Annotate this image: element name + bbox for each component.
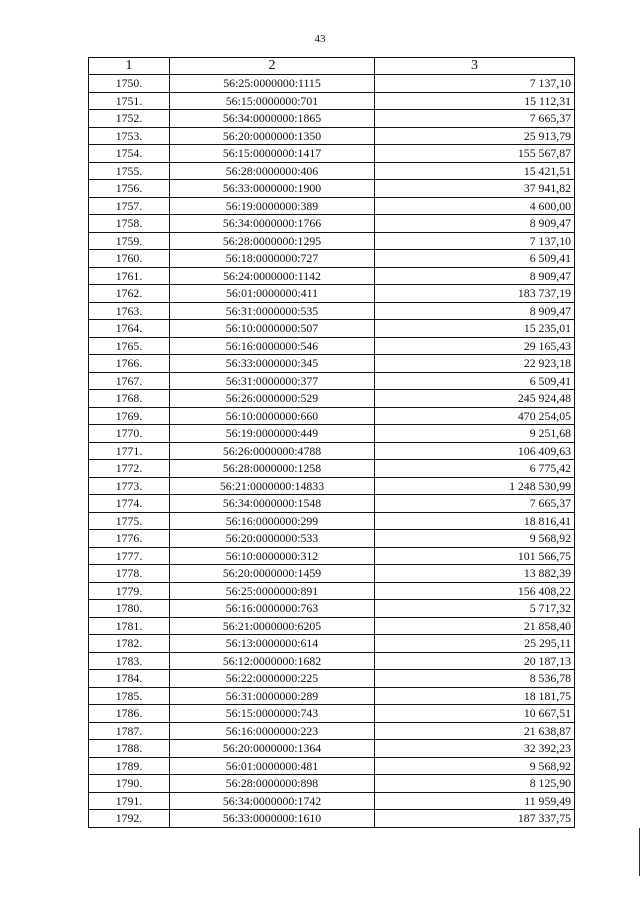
row-number: 1771.: [89, 442, 170, 460]
cadastral-number: 56:15:0000000:701: [170, 92, 375, 110]
row-number: 1787.: [89, 722, 170, 740]
amount-value: 4 600,00: [375, 197, 575, 215]
amount-value: 8 909,47: [375, 302, 575, 320]
row-number: 1782.: [89, 635, 170, 653]
amount-value: 106 409,63: [375, 442, 575, 460]
table-row: [89, 757, 575, 775]
table-row: [89, 320, 575, 338]
row-number: 1765.: [89, 337, 170, 355]
table-row: [89, 687, 575, 705]
amount-value: 8 909,47: [375, 267, 575, 285]
cadastral-number: 56:01:0000000:481: [170, 757, 375, 775]
cadastral-number: 56:20:0000000:1364: [170, 740, 375, 758]
amount-value: 11 959,49: [375, 792, 575, 810]
table-row: [89, 635, 575, 653]
amount-value: 9 568,92: [375, 757, 575, 775]
row-number: 1754.: [89, 145, 170, 163]
table-row: [89, 705, 575, 723]
row-number: 1759.: [89, 232, 170, 250]
amount-value: 7 665,37: [375, 110, 575, 128]
amount-value: 37 941,82: [375, 180, 575, 198]
table-row: [89, 477, 575, 495]
amount-value: 13 882,39: [375, 565, 575, 583]
cadastral-number: 56:34:0000000:1766: [170, 215, 375, 233]
amount-value: 15 235,01: [375, 320, 575, 338]
amount-value: 21 858,40: [375, 617, 575, 635]
table-row: [89, 372, 575, 390]
row-number: 1784.: [89, 670, 170, 688]
amount-value: 245 924,48: [375, 390, 575, 408]
amount-value: 183 737,19: [375, 285, 575, 303]
amount-value: 32 392,23: [375, 740, 575, 758]
cadastral-number: 56:31:0000000:535: [170, 302, 375, 320]
amount-value: 6 509,41: [375, 250, 575, 268]
cadastral-number: 56:33:0000000:1610: [170, 810, 375, 828]
cadastral-number: 56:20:0000000:1350: [170, 127, 375, 145]
amount-value: 7 665,37: [375, 495, 575, 513]
row-number: 1757.: [89, 197, 170, 215]
cadastral-number: 56:12:0000000:1682: [170, 652, 375, 670]
row-number: 1779.: [89, 582, 170, 600]
table-row: [89, 92, 575, 110]
amount-value: 156 408,22: [375, 582, 575, 600]
cadastral-number: 56:34:0000000:1865: [170, 110, 375, 128]
table-row: [89, 722, 575, 740]
table-row: [89, 110, 575, 128]
cadastral-number: 56:28:0000000:1258: [170, 460, 375, 478]
row-number: 1758.: [89, 215, 170, 233]
row-number: 1769.: [89, 407, 170, 425]
header-row: [89, 58, 575, 75]
table-row: [89, 215, 575, 233]
table-row: [89, 670, 575, 688]
amount-value: 6 509,41: [375, 372, 575, 390]
table-row: [89, 792, 575, 810]
row-number: 1789.: [89, 757, 170, 775]
cadastral-number: 56:20:0000000:533: [170, 530, 375, 548]
cadastral-number: 56:34:0000000:1742: [170, 792, 375, 810]
amount-value: 15 421,51: [375, 162, 575, 180]
row-number: 1786.: [89, 705, 170, 723]
table-row: [89, 337, 575, 355]
cadastral-number: 56:19:0000000:389: [170, 197, 375, 215]
table-row: [89, 512, 575, 530]
amount-value: 8 536,78: [375, 670, 575, 688]
row-number: 1755.: [89, 162, 170, 180]
table-row: [89, 302, 575, 320]
cadastral-number: 56:16:0000000:223: [170, 722, 375, 740]
row-number: 1778.: [89, 565, 170, 583]
cadastral-number: 56:19:0000000:449: [170, 425, 375, 443]
cadastral-number: 56:10:0000000:507: [170, 320, 375, 338]
row-number: 1792.: [89, 810, 170, 828]
cadastral-number: 56:28:0000000:406: [170, 162, 375, 180]
cadastral-number: 56:16:0000000:763: [170, 600, 375, 618]
cadastral-number: 56:26:0000000:4788: [170, 442, 375, 460]
cadastral-number: 56:10:0000000:660: [170, 407, 375, 425]
row-number: 1761.: [89, 267, 170, 285]
table-row: [89, 740, 575, 758]
amount-value: 101 566,75: [375, 547, 575, 565]
row-number: 1775.: [89, 512, 170, 530]
table-row: [89, 810, 575, 828]
cadastral-number: 56:16:0000000:546: [170, 337, 375, 355]
table-body: [89, 75, 575, 828]
table-row: [89, 617, 575, 635]
amount-value: 6 775,42: [375, 460, 575, 478]
row-number: 1780.: [89, 600, 170, 618]
table-row: [89, 775, 575, 793]
amount-value: 470 254,05: [375, 407, 575, 425]
cadastral-number: 56:18:0000000:727: [170, 250, 375, 268]
column-header-2: 2: [170, 58, 375, 75]
cadastral-number: 56:10:0000000:312: [170, 547, 375, 565]
cadastral-number: 56:25:0000000:891: [170, 582, 375, 600]
row-number: 1783.: [89, 652, 170, 670]
column-header-1: 1: [89, 58, 170, 75]
row-number: 1772.: [89, 460, 170, 478]
row-number: 1777.: [89, 547, 170, 565]
amount-value: 21 638,87: [375, 722, 575, 740]
cadastral-number: 56:28:0000000:898: [170, 775, 375, 793]
amount-value: 9 568,92: [375, 530, 575, 548]
amount-value: 18 816,41: [375, 512, 575, 530]
row-number: 1763.: [89, 302, 170, 320]
table-row: [89, 250, 575, 268]
cadastral-number: 56:15:0000000:1417: [170, 145, 375, 163]
amount-value: 22 923,18: [375, 355, 575, 373]
cadastral-number: 56:31:0000000:377: [170, 372, 375, 390]
amount-value: 7 137,10: [375, 232, 575, 250]
row-number: 1753.: [89, 127, 170, 145]
amount-value: 5 717,32: [375, 600, 575, 618]
amount-value: 8 125,90: [375, 775, 575, 793]
table-row: [89, 495, 575, 513]
table-row: [89, 180, 575, 198]
table-row: [89, 390, 575, 408]
amount-value: 9 251,68: [375, 425, 575, 443]
table-row: [89, 600, 575, 618]
table-row: [89, 75, 575, 93]
row-number: 1773.: [89, 477, 170, 495]
table-row: [89, 197, 575, 215]
amount-value: 20 187,13: [375, 652, 575, 670]
cadastral-number: 56:24:0000000:1142: [170, 267, 375, 285]
amount-value: 18 181,75: [375, 687, 575, 705]
amount-value: 10 667,51: [375, 705, 575, 723]
cadastral-number: 56:26:0000000:529: [170, 390, 375, 408]
page-number: 43: [314, 33, 326, 45]
amount-value: 155 567,87: [375, 145, 575, 163]
table-row: [89, 285, 575, 303]
data-table: [88, 57, 575, 828]
row-number: 1760.: [89, 250, 170, 268]
amount-value: 15 112,31: [375, 92, 575, 110]
cadastral-number: 56:31:0000000:289: [170, 687, 375, 705]
amount-value: 187 337,75: [375, 810, 575, 828]
row-number: 1764.: [89, 320, 170, 338]
cadastral-number: 56:16:0000000:299: [170, 512, 375, 530]
table-row: [89, 425, 575, 443]
table-row: [89, 232, 575, 250]
cadastral-number: 56:33:0000000:1900: [170, 180, 375, 198]
table-row: [89, 652, 575, 670]
amount-value: 25 295,11: [375, 635, 575, 653]
row-number: 1762.: [89, 285, 170, 303]
table-row: [89, 582, 575, 600]
table-row: [89, 355, 575, 373]
table-row: [89, 442, 575, 460]
amount-value: 1 248 530,99: [375, 477, 575, 495]
table-row: [89, 127, 575, 145]
cadastral-number: 56:01:0000000:411: [170, 285, 375, 303]
table-row: [89, 547, 575, 565]
column-header-3: 3: [375, 58, 575, 75]
table-row: [89, 530, 575, 548]
row-number: 1781.: [89, 617, 170, 635]
row-number: 1752.: [89, 110, 170, 128]
cadastral-number: 56:28:0000000:1295: [170, 232, 375, 250]
row-number: 1751.: [89, 92, 170, 110]
row-number: 1774.: [89, 495, 170, 513]
row-number: 1785.: [89, 687, 170, 705]
amount-value: 25 913,79: [375, 127, 575, 145]
cadastral-number: 56:21:0000000:6205: [170, 617, 375, 635]
cadastral-number: 56:15:0000000:743: [170, 705, 375, 723]
row-number: 1767.: [89, 372, 170, 390]
cadastral-number: 56:20:0000000:1459: [170, 565, 375, 583]
row-number: 1776.: [89, 530, 170, 548]
cadastral-number: 56:22:0000000:225: [170, 670, 375, 688]
row-number: 1770.: [89, 425, 170, 443]
cadastral-number: 56:33:0000000:345: [170, 355, 375, 373]
table-header: [89, 58, 575, 75]
table-row: [89, 267, 575, 285]
amount-value: 7 137,10: [375, 75, 575, 93]
table-row: [89, 407, 575, 425]
table-row: [89, 162, 575, 180]
row-number: 1750.: [89, 75, 170, 93]
table-row: [89, 145, 575, 163]
cadastral-number: 56:21:0000000:14833: [170, 477, 375, 495]
row-number: 1790.: [89, 775, 170, 793]
cadastral-number: 56:34:0000000:1548: [170, 495, 375, 513]
table-row: [89, 565, 575, 583]
cadastral-number: 56:25:0000000:1115: [170, 75, 375, 93]
amount-value: 29 165,43: [375, 337, 575, 355]
row-number: 1766.: [89, 355, 170, 373]
cadastral-number: 56:13:0000000:614: [170, 635, 375, 653]
row-number: 1791.: [89, 792, 170, 810]
row-number: 1756.: [89, 180, 170, 198]
row-number: 1768.: [89, 390, 170, 408]
row-number: 1788.: [89, 740, 170, 758]
table-row: [89, 460, 575, 478]
amount-value: 8 909,47: [375, 215, 575, 233]
